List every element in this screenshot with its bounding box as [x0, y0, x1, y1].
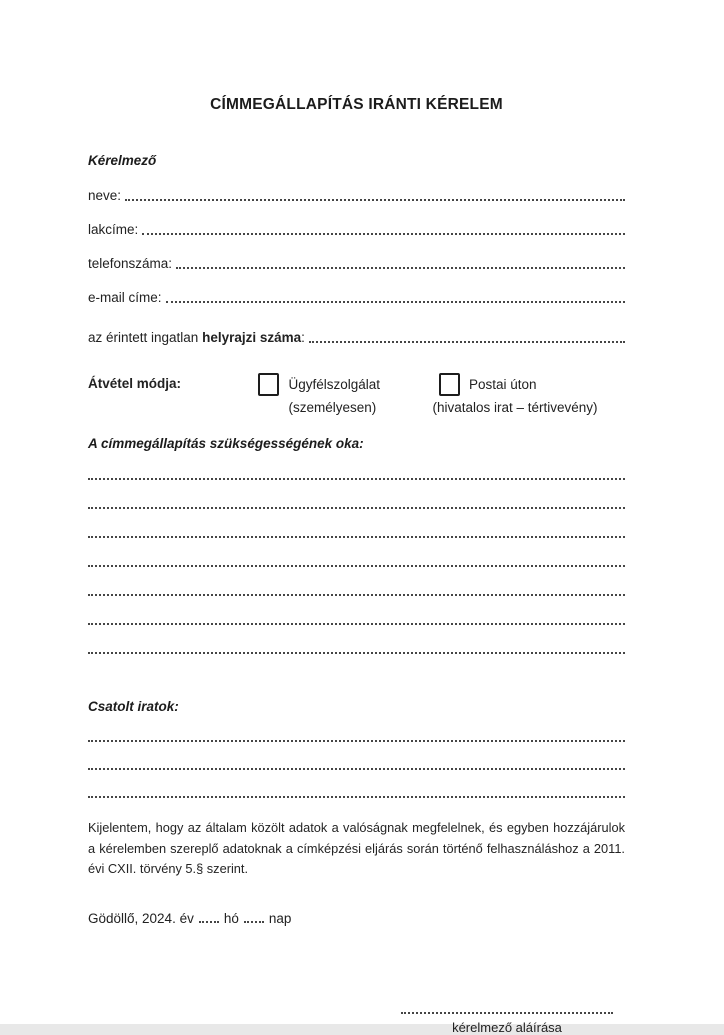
fill-line[interactable] — [88, 596, 625, 625]
phone-fill-line[interactable] — [176, 267, 625, 269]
applicant-heading: Kérelmező — [88, 153, 157, 168]
reason-heading: A címmegállapítás szükségességének oka: — [88, 436, 364, 451]
fill-line[interactable] — [88, 770, 625, 798]
fill-line[interactable] — [88, 567, 625, 596]
address-fill-line[interactable] — [142, 233, 625, 235]
fill-line[interactable] — [88, 480, 625, 509]
email-fill-line[interactable] — [166, 301, 625, 303]
delivery-method-label: Átvétel módja: — [88, 376, 182, 391]
address-label: lakcíme: — [88, 222, 139, 237]
name-label: neve: — [88, 188, 122, 203]
parcel-number-fill-line[interactable] — [309, 341, 625, 343]
fill-line[interactable] — [88, 625, 625, 654]
delivery-option-customer-service — [258, 373, 399, 415]
reason-blank-lines — [88, 451, 625, 654]
customer-service-label: Ügyfélszolgálat — [288, 377, 381, 392]
delivery-option-postal — [432, 373, 625, 415]
declaration-text: Kijelentem, hogy az általam közölt adatok a valóságnak megfelelnek, és egyben hozzájárulok a kérelemben szereplő adatoknak a címképzési eljárás során történő felhasználáshoz a 2011. évi CXII. törvény 5.§ szerint. — [88, 820, 625, 877]
customer-service-checkbox[interactable] — [258, 373, 279, 396]
fill-line[interactable] — [88, 538, 625, 567]
attachments-heading: Csatolt iratok: — [88, 699, 179, 714]
date-month-fill-line[interactable] — [199, 921, 219, 923]
fill-line[interactable] — [88, 742, 625, 770]
postal-checkbox[interactable] — [439, 373, 460, 396]
date-day-fill-line[interactable] — [244, 921, 264, 923]
customer-service-sub-label: (személyesen) — [288, 400, 377, 415]
date-day-label: nap — [268, 911, 292, 927]
email-label: e-mail címe: — [88, 290, 162, 305]
field-row-name — [88, 187, 625, 204]
signature-fill-line[interactable] — [401, 1000, 613, 1014]
delivery-method-row — [88, 373, 625, 415]
date-place-year: Gödöllő, 2024. év — [88, 911, 194, 927]
date-row — [88, 911, 625, 926]
field-row-address — [88, 221, 625, 238]
fill-line[interactable] — [88, 714, 625, 742]
postal-label: Postai úton — [469, 377, 537, 392]
fill-line[interactable] — [88, 509, 625, 538]
parcel-number-label: az érintett ingatlan helyrajzi száma: — [88, 330, 305, 345]
field-row-parcel-number — [88, 329, 625, 346]
postal-sub-label: (hivatalos irat – tértivevény) — [432, 400, 598, 415]
field-row-phone — [88, 255, 625, 272]
attachments-blank-lines — [88, 714, 625, 798]
signature-caption: kérelmező aláírása — [452, 1020, 562, 1035]
page-title: CÍMMEGÁLLAPÍTÁS IRÁNTI KÉRELEM — [210, 96, 503, 113]
phone-label: telefonszáma: — [88, 256, 173, 271]
field-row-email — [88, 289, 625, 306]
signature-block — [401, 1000, 613, 1035]
date-month-label: hó — [223, 911, 239, 927]
name-fill-line[interactable] — [125, 199, 625, 201]
fill-line[interactable] — [88, 451, 625, 480]
